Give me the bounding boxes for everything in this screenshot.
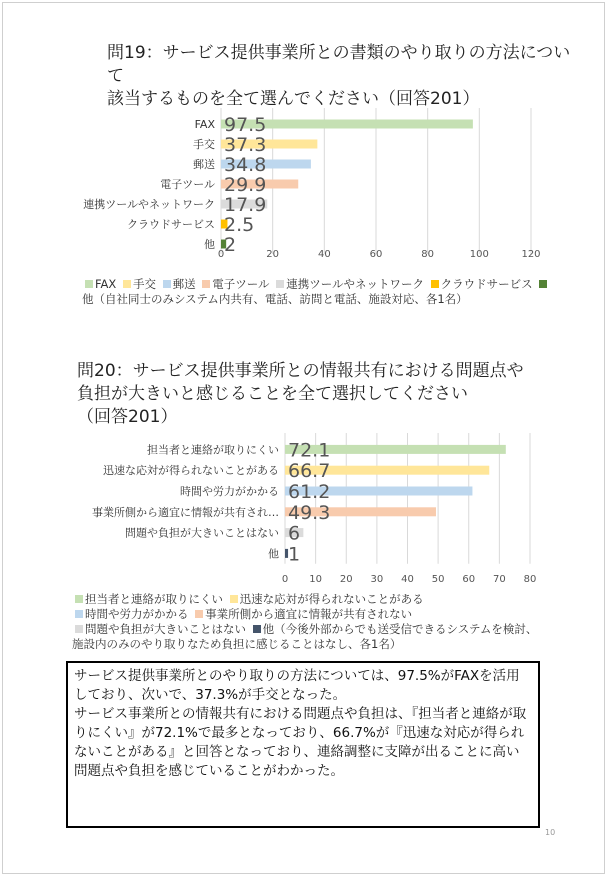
q19-category-label: 郵送 [193,158,215,171]
q19-legend-label: 電子ツール [212,277,270,291]
q19-legend-item [428,277,533,291]
q20-legend-swatch [253,625,261,633]
q19-legend-label: 他（自社同士のみシステム内共有、電話、訪問と電話、施設対応、各1名） [82,292,468,306]
q19-category-label: 他 [204,238,215,251]
q20-x-tick-label: 40 [401,574,414,585]
q20-legend [72,592,542,652]
q20-x-tick-label: 80 [523,574,537,585]
q20-legend-swatch [75,610,83,618]
q20-category-label: 事業所側から適宜に情報が共有され… [92,505,279,519]
page-number: 10 [545,828,556,837]
summary-paragraph-1: サービス提供事業所とのやり取りの方法については、97.5%がFAXを活用しており、次いで、37.3%が手交となった。 [74,668,520,703]
q19-category-label: 手交 [193,138,215,151]
q19-legend-item [273,277,424,291]
q19-legend-item [199,277,269,291]
q19-x-tick-label: 20 [266,249,280,260]
q19-bar-chart [0,105,609,275]
q19-x-tick-label: 80 [421,249,435,260]
q20-bar-chart [0,425,609,590]
q19-legend [82,277,552,307]
q20-data-label: 1 [288,543,301,566]
q20-legend-item [72,607,189,621]
summary-box [66,661,540,828]
q19-data-label: 2 [224,234,237,256]
q19-legend-swatch [85,280,93,288]
q20-legend-swatch [230,595,238,603]
summary-paragraph-2: サービス事業所との情報共有における問題点や負担は、『担当者と連絡が取りにくい』が72.1%で最多となっており、66.7%が『迅速な対応が得られないことがある』と回答となっており、連絡調整に支障が出ることに高い問題点や負担を感じていることがわかった。 [74,706,527,779]
q19-data-label: 97.5 [224,114,267,136]
q20-category-label: 問題や負担が大きいことはない [125,526,279,540]
q20-legend-label: 他（今後外部からでも送受信できるシステムを検討、施設内のみのやり取りなため負担に感じることはなし、各1名） [72,622,538,651]
q20-x-tick-label: 30 [370,574,384,585]
q20-data-label: 49.3 [288,501,331,524]
q19-legend-label: 郵送 [172,277,196,291]
q19-legend-swatch [539,280,547,288]
q20-category-label: 他 [268,547,279,561]
q20-x-tick-label: 0 [281,574,289,585]
q19-x-tick-label: 0 [217,249,225,260]
q20-legend-label: 事業所側から適宜に情報が共有されない [205,607,413,621]
q20-category-label: 迅速な応対が得られないことがある [103,464,279,478]
q19-legend-item [82,277,116,291]
q19-legend-swatch [123,280,131,288]
q19-legend-label: 手交 [132,277,156,291]
q20-data-label: 66.7 [288,460,331,483]
q20-category-label: 時間や労力がかかる [180,485,279,498]
q19-x-tick-label: 120 [521,249,541,260]
q20-legend-item [72,592,223,606]
q19-legend-swatch [202,280,210,288]
q20-legend-label: 迅速な応対が得られないことがある [239,592,424,606]
q20-x-tick-label: 60 [462,574,476,585]
q19-data-label: 17.9 [224,194,267,216]
q19-chart-title: 問19：サービス提供事業所との書類のやり取りの方法について 該当するものを全て選んでください（回答201） [107,43,571,109]
q20-x-tick-label: 70 [493,574,506,585]
q20-x-tick-label: 20 [339,574,353,585]
q19-legend-label: 連携ツールやネットワーク [286,277,424,291]
q19-legend-swatch [163,280,171,288]
q20-x-tick-label: 50 [431,574,445,585]
q20-legend-item [227,592,424,606]
q20-legend-swatch [195,610,203,618]
q20-data-label: 6 [288,522,301,545]
q20-chart-title: 問20：サービス提供事業所との情報共有における問題点や 負担が大きいと感じることを全て選択してください （回答201） [77,361,524,427]
q20-x-tick-label: 10 [309,574,322,585]
q19-x-tick-label: 60 [369,249,383,260]
q19-category-label: FAX [194,118,215,131]
q19-category-label: 電子ツール [160,178,215,191]
q19-legend-item [160,277,196,291]
q20-legend-item [192,607,412,621]
q20-legend-label: 担当者と連絡が取りにくい [85,592,223,606]
q20-legend-swatch [75,595,83,603]
q19-legend-item [120,277,156,291]
q19-data-label: 29.9 [224,174,267,196]
q20-legend-label: 時間や労力がかかる [85,607,189,621]
q19-category-label: クラウドサービス [127,218,215,231]
q20-data-label: 61.2 [288,481,331,503]
q19-data-label: 2.5 [224,214,255,236]
q19-legend-label: クラウドサービス [440,277,533,291]
q20-data-label: 72.1 [288,439,331,462]
q20-legend-swatch [75,625,83,633]
q19-legend-swatch [431,280,439,288]
q20-legend-label: 問題や負担が大きいことはない [85,622,246,636]
q19-category-label: 連携ツールやネットワーク [83,198,215,211]
q20-category-label: 担当者と連絡が取りにくい [147,443,279,457]
q20-legend-item [72,622,246,636]
q19-x-tick-label: 40 [317,249,331,260]
q19-data-label: 37.3 [224,134,267,156]
q19-x-tick-label: 100 [469,249,489,260]
q19-data-label: 34.8 [224,154,267,176]
q19-legend-label: FAX [95,277,117,291]
q19-legend-swatch [276,280,284,288]
